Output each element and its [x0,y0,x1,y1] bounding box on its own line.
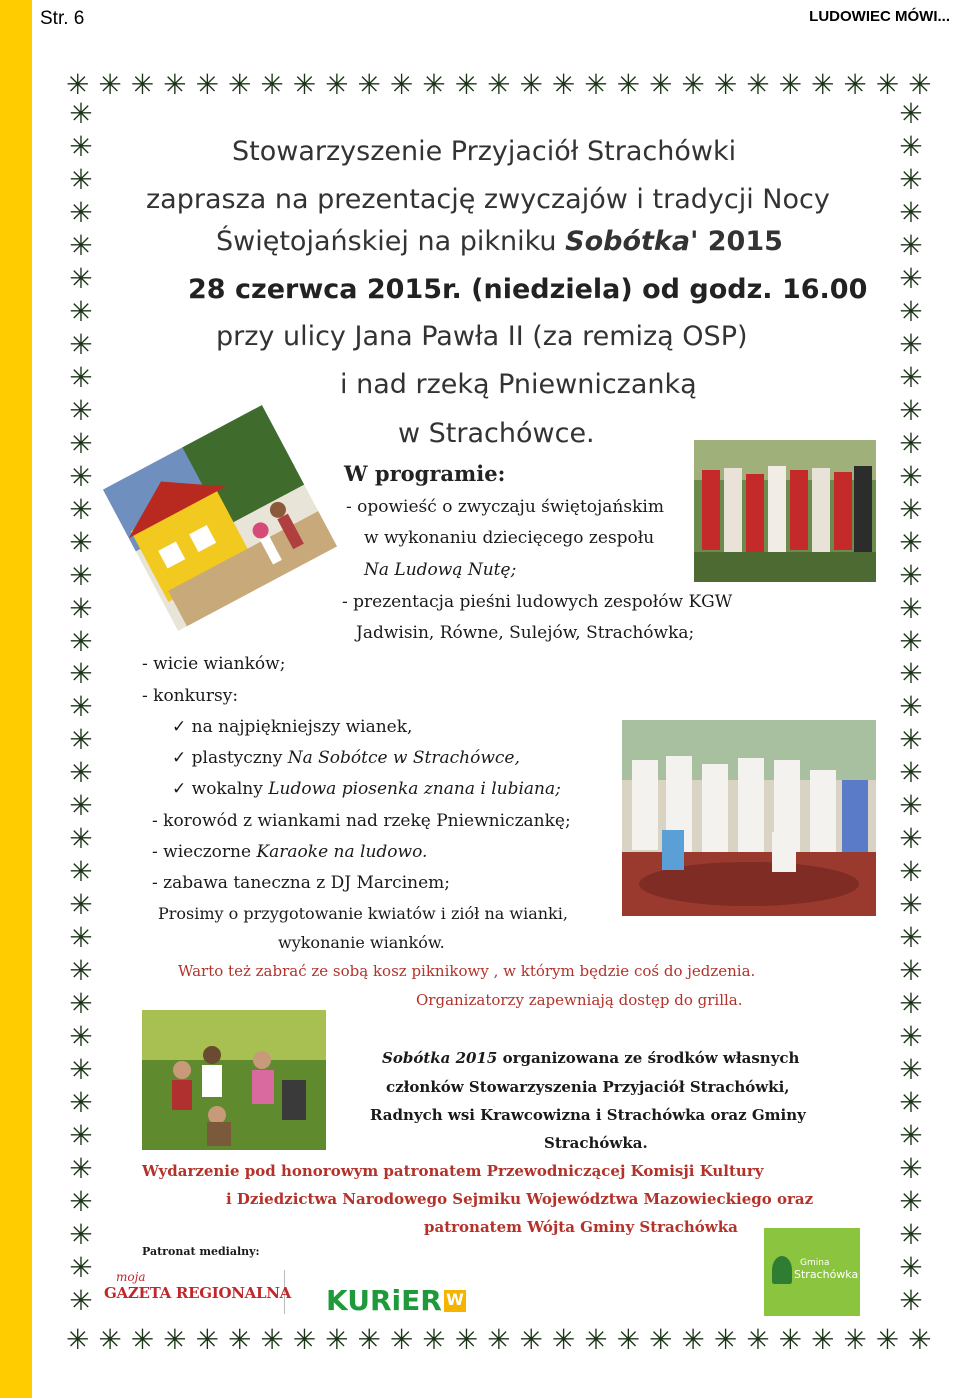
star-icon: ✳ [69,756,93,790]
star-icon: ✳ [899,360,923,394]
gmina-strachowka-logo [764,1228,860,1316]
gmina-logo-text: Strachówka [794,1268,859,1281]
program-item-4: - konkursy: [142,686,239,706]
star-icon: ✳ [69,100,93,130]
funding-line-1: Sobótka 2015 organizowana ze środków własnych [382,1049,800,1067]
star-icon: ✳ [69,822,93,856]
star-icon: ✳ [899,1119,923,1153]
star-icon: ✳ [649,1325,673,1355]
star-icon: ✳ [899,1152,923,1185]
contest-2: ✓ plastyczny Na Sobótce w Strachówce, [172,748,520,768]
star-icon: ✳ [899,459,923,493]
star-icon: ✳ [899,327,923,361]
program-item-3: - wicie wianków; [142,654,286,674]
program-item-6: - wieczorne Karaoke na ludowo. [152,842,428,862]
star-icon: ✳ [899,888,923,922]
star-icon: ✳ [899,261,923,295]
star-icon: ✳ [69,1250,93,1284]
program-item-7: - zabawa taneczna z DJ Marcinem; [152,873,450,893]
star-icon: ✳ [778,70,803,100]
star-icon: ✳ [899,162,923,196]
patronage-line-1: Wydarzenie pod honorowym patronatem Przewodniczącej Komisji Kultury [142,1162,764,1180]
funding-line-4: Strachówka. [544,1134,648,1152]
poster-title: Stowarzyszenie Przyjaciół Strachówki [232,136,737,167]
star-icon: ✳ [899,525,923,559]
star-icon: ✳ [292,1325,317,1355]
star-icon: ✳ [69,921,93,955]
star-icon: ✳ [681,70,705,100]
event-place-1: przy ulicy Jana Pawła II (za remizą OSP) [216,321,748,352]
photo-children-group [622,720,876,916]
star-icon: ✳ [69,1152,93,1185]
star-icon: ✳ [69,1184,93,1218]
star-icon: ✳ [899,195,923,229]
photo-house-dancing [100,398,340,638]
event-date: 28 czerwca 2015r. (niedziela) od godz. 16.00 [188,274,868,305]
star-icon: ✳ [899,789,923,823]
star-icon: ✳ [98,70,122,100]
star-icon: ✳ [875,1325,900,1355]
star-icon: ✳ [899,822,923,856]
star-icon: ✳ [746,70,770,100]
patronage-line-3: patronatem Wójta Gminy Strachówka [424,1218,738,1236]
program-item-1c: Na Ludową Nutę; [364,560,517,580]
star-icon: ✳ [325,70,349,100]
star-icon: ✳ [899,723,923,757]
gazeta-logo-text: GAZETA REGIONALNA [104,1284,291,1302]
star-icon: ✳ [69,1217,93,1251]
star-icon: ✳ [778,1325,803,1355]
star-icon: ✳ [69,558,93,592]
star-icon: ✳ [69,1020,93,1054]
star-icon: ✳ [551,1325,576,1355]
star-icon: ✳ [389,1325,414,1355]
star-icon: ✳ [810,1325,835,1355]
media-patronage-label: Patronat medialny: [142,1245,260,1258]
kurier-logo-text: KURiER [326,1284,442,1317]
star-icon: ✳ [899,294,923,328]
page-header: LUDOWIEC MÓWI... [809,8,950,25]
star-icon: ✳ [260,1325,284,1355]
request-line-2: wykonanie wianków. [278,933,445,952]
star-icon: ✳ [616,70,641,100]
program-item-1a: - opowieść o zwyczaju świętojańskim [346,497,664,517]
star-icon: ✳ [69,789,93,823]
star-icon: ✳ [899,393,923,427]
star-icon: ✳ [899,690,923,724]
star-icon: ✳ [908,1325,932,1355]
event-place-3: w Strachówce. [398,418,595,449]
star-icon: ✳ [69,129,93,163]
star-icon: ✳ [69,1086,93,1120]
star-icon: ✳ [325,1325,349,1355]
star-icon: ✳ [69,1283,93,1315]
star-icon: ✳ [454,1325,479,1355]
star-icon: ✳ [746,1325,770,1355]
star-icon: ✳ [899,1086,923,1120]
star-icon: ✳ [195,1325,220,1355]
star-icon: ✳ [69,624,93,658]
star-icon: ✳ [899,1053,923,1087]
star-icon: ✳ [69,360,93,394]
star-icon: ✳ [649,70,673,100]
gazeta-logo-top: moja [116,1270,146,1284]
star-icon: ✳ [899,954,923,988]
star-icon: ✳ [713,1325,738,1355]
star-icon: ✳ [227,70,252,100]
star-icon: ✳ [69,162,93,196]
star-icon: ✳ [899,855,923,889]
program-item-5: - korowód z wiankami nad rzekę Pniewniczankę; [152,811,571,831]
star-icon: ✳ [69,459,93,493]
star-icon: ✳ [130,1325,155,1355]
star-icon: ✳ [357,70,381,100]
picnic-note-1: Warto też zabrać ze sobą kosz piknikowy , w którym będzie coś do jedzenia. [178,962,756,980]
kurier-logo [326,1284,470,1324]
star-icon: ✳ [899,1217,923,1251]
star-icon: ✳ [69,228,93,262]
star-icon: ✳ [899,591,923,625]
funding-line-3: Radnych wsi Krawcowizna i Strachówka oraz Gminy [370,1106,806,1124]
star-icon: ✳ [843,1325,867,1355]
star-icon: ✳ [69,657,93,691]
star-icon: ✳ [260,70,284,100]
star-icon: ✳ [519,1325,543,1355]
star-icon: ✳ [899,492,923,526]
event-name-line: Świętojańskiej na pikniku Sobótka' 2015 [216,226,783,257]
gazeta-regionalna-logo [104,1270,291,1314]
star-icon: ✳ [69,954,93,988]
star-icon: ✳ [69,294,93,328]
star-icon: ✳ [899,921,923,955]
star-icon: ✳ [899,1020,923,1054]
star-icon: ✳ [519,70,543,100]
star-icon: ✳ [899,657,923,691]
star-icon: ✳ [422,70,446,100]
gmina-logo-top: Gmina [800,1258,830,1268]
star-icon: ✳ [551,70,576,100]
star-icon: ✳ [899,1184,923,1218]
star-border-bottom [66,1325,932,1355]
star-icon: ✳ [69,690,93,724]
star-icon: ✳ [899,1283,923,1315]
star-icon: ✳ [69,393,93,427]
star-icon: ✳ [899,228,923,262]
star-icon: ✳ [69,327,93,361]
request-line-1: Prosimy o przygotowanie kwiatów i ziół na wianki, [158,904,568,923]
star-icon: ✳ [69,855,93,889]
kurier-logo-w: W [444,1290,466,1312]
star-icon: ✳ [195,70,220,100]
star-icon: ✳ [66,70,90,100]
star-icon: ✳ [227,1325,252,1355]
star-icon: ✳ [66,1325,90,1355]
star-icon: ✳ [163,1325,187,1355]
star-icon: ✳ [69,723,93,757]
star-icon: ✳ [899,1250,923,1284]
star-icon: ✳ [899,100,923,130]
star-icon: ✳ [899,987,923,1021]
star-icon: ✳ [69,525,93,559]
invite-line: zaprasza na prezentację zwyczajów i tradycji Nocy [146,184,830,215]
photo-outdoor-kids [142,1010,326,1150]
star-icon: ✳ [69,195,93,229]
picnic-note-2: Organizatorzy zapewniają dostęp do grilla. [416,991,743,1009]
star-icon: ✳ [899,756,923,790]
tree-icon [772,1256,792,1284]
star-icon: ✳ [69,492,93,526]
star-icon: ✳ [69,1119,93,1153]
star-icon: ✳ [899,624,923,658]
event-place-2: i nad rzeką Pniewniczanką [340,369,697,400]
star-icon: ✳ [899,129,923,163]
star-icon: ✳ [357,1325,381,1355]
star-icon: ✳ [487,1325,511,1355]
photo-folk-group [694,440,876,582]
star-icon: ✳ [69,261,93,295]
star-icon: ✳ [69,888,93,922]
star-icon: ✳ [69,1053,93,1087]
star-icon: ✳ [584,70,608,100]
star-icon: ✳ [487,70,511,100]
star-icon: ✳ [69,591,93,625]
star-icon: ✳ [69,426,93,460]
star-icon: ✳ [875,70,900,100]
star-icon: ✳ [899,426,923,460]
star-icon: ✳ [810,70,835,100]
page-number: Str. 6 [40,8,85,29]
funding-line-2: członków Stowarzyszenia Przyjaciół Strachówki, [386,1078,790,1096]
patronage-line-2: i Dziedzictwa Narodowego Sejmiku Województwa Mazowieckiego oraz [226,1190,814,1208]
yellow-side-bar [0,0,32,1398]
star-icon: ✳ [69,987,93,1021]
star-icon: ✳ [292,70,317,100]
star-icon: ✳ [713,70,738,100]
star-icon: ✳ [899,558,923,592]
program-item-1b: w wykonaniu dziecięcego zespołu [364,528,655,548]
star-icon: ✳ [389,70,414,100]
star-icon: ✳ [681,1325,705,1355]
star-icon: ✳ [843,70,867,100]
star-icon: ✳ [422,1325,446,1355]
program-item-2a: - prezentacja pieśni ludowych zespołów KGW [342,592,733,612]
star-icon: ✳ [130,70,155,100]
program-item-2b: Jadwisin, Równe, Sulejów, Strachówka; [356,623,695,643]
star-icon: ✳ [908,70,932,100]
star-icon: ✳ [454,70,479,100]
star-border-top [66,70,932,100]
star-border-left [66,100,96,1315]
star-icon: ✳ [98,1325,122,1355]
star-border-right [896,100,926,1315]
star-icon: ✳ [584,1325,608,1355]
star-icon: ✳ [616,1325,641,1355]
star-icon: ✳ [163,70,187,100]
contest-1: ✓ na najpiękniejszy wianek, [172,717,413,737]
contest-3: ✓ wokalny Ludowa piosenka znana i lubiana; [172,779,561,799]
program-heading: W programie: [344,461,506,486]
